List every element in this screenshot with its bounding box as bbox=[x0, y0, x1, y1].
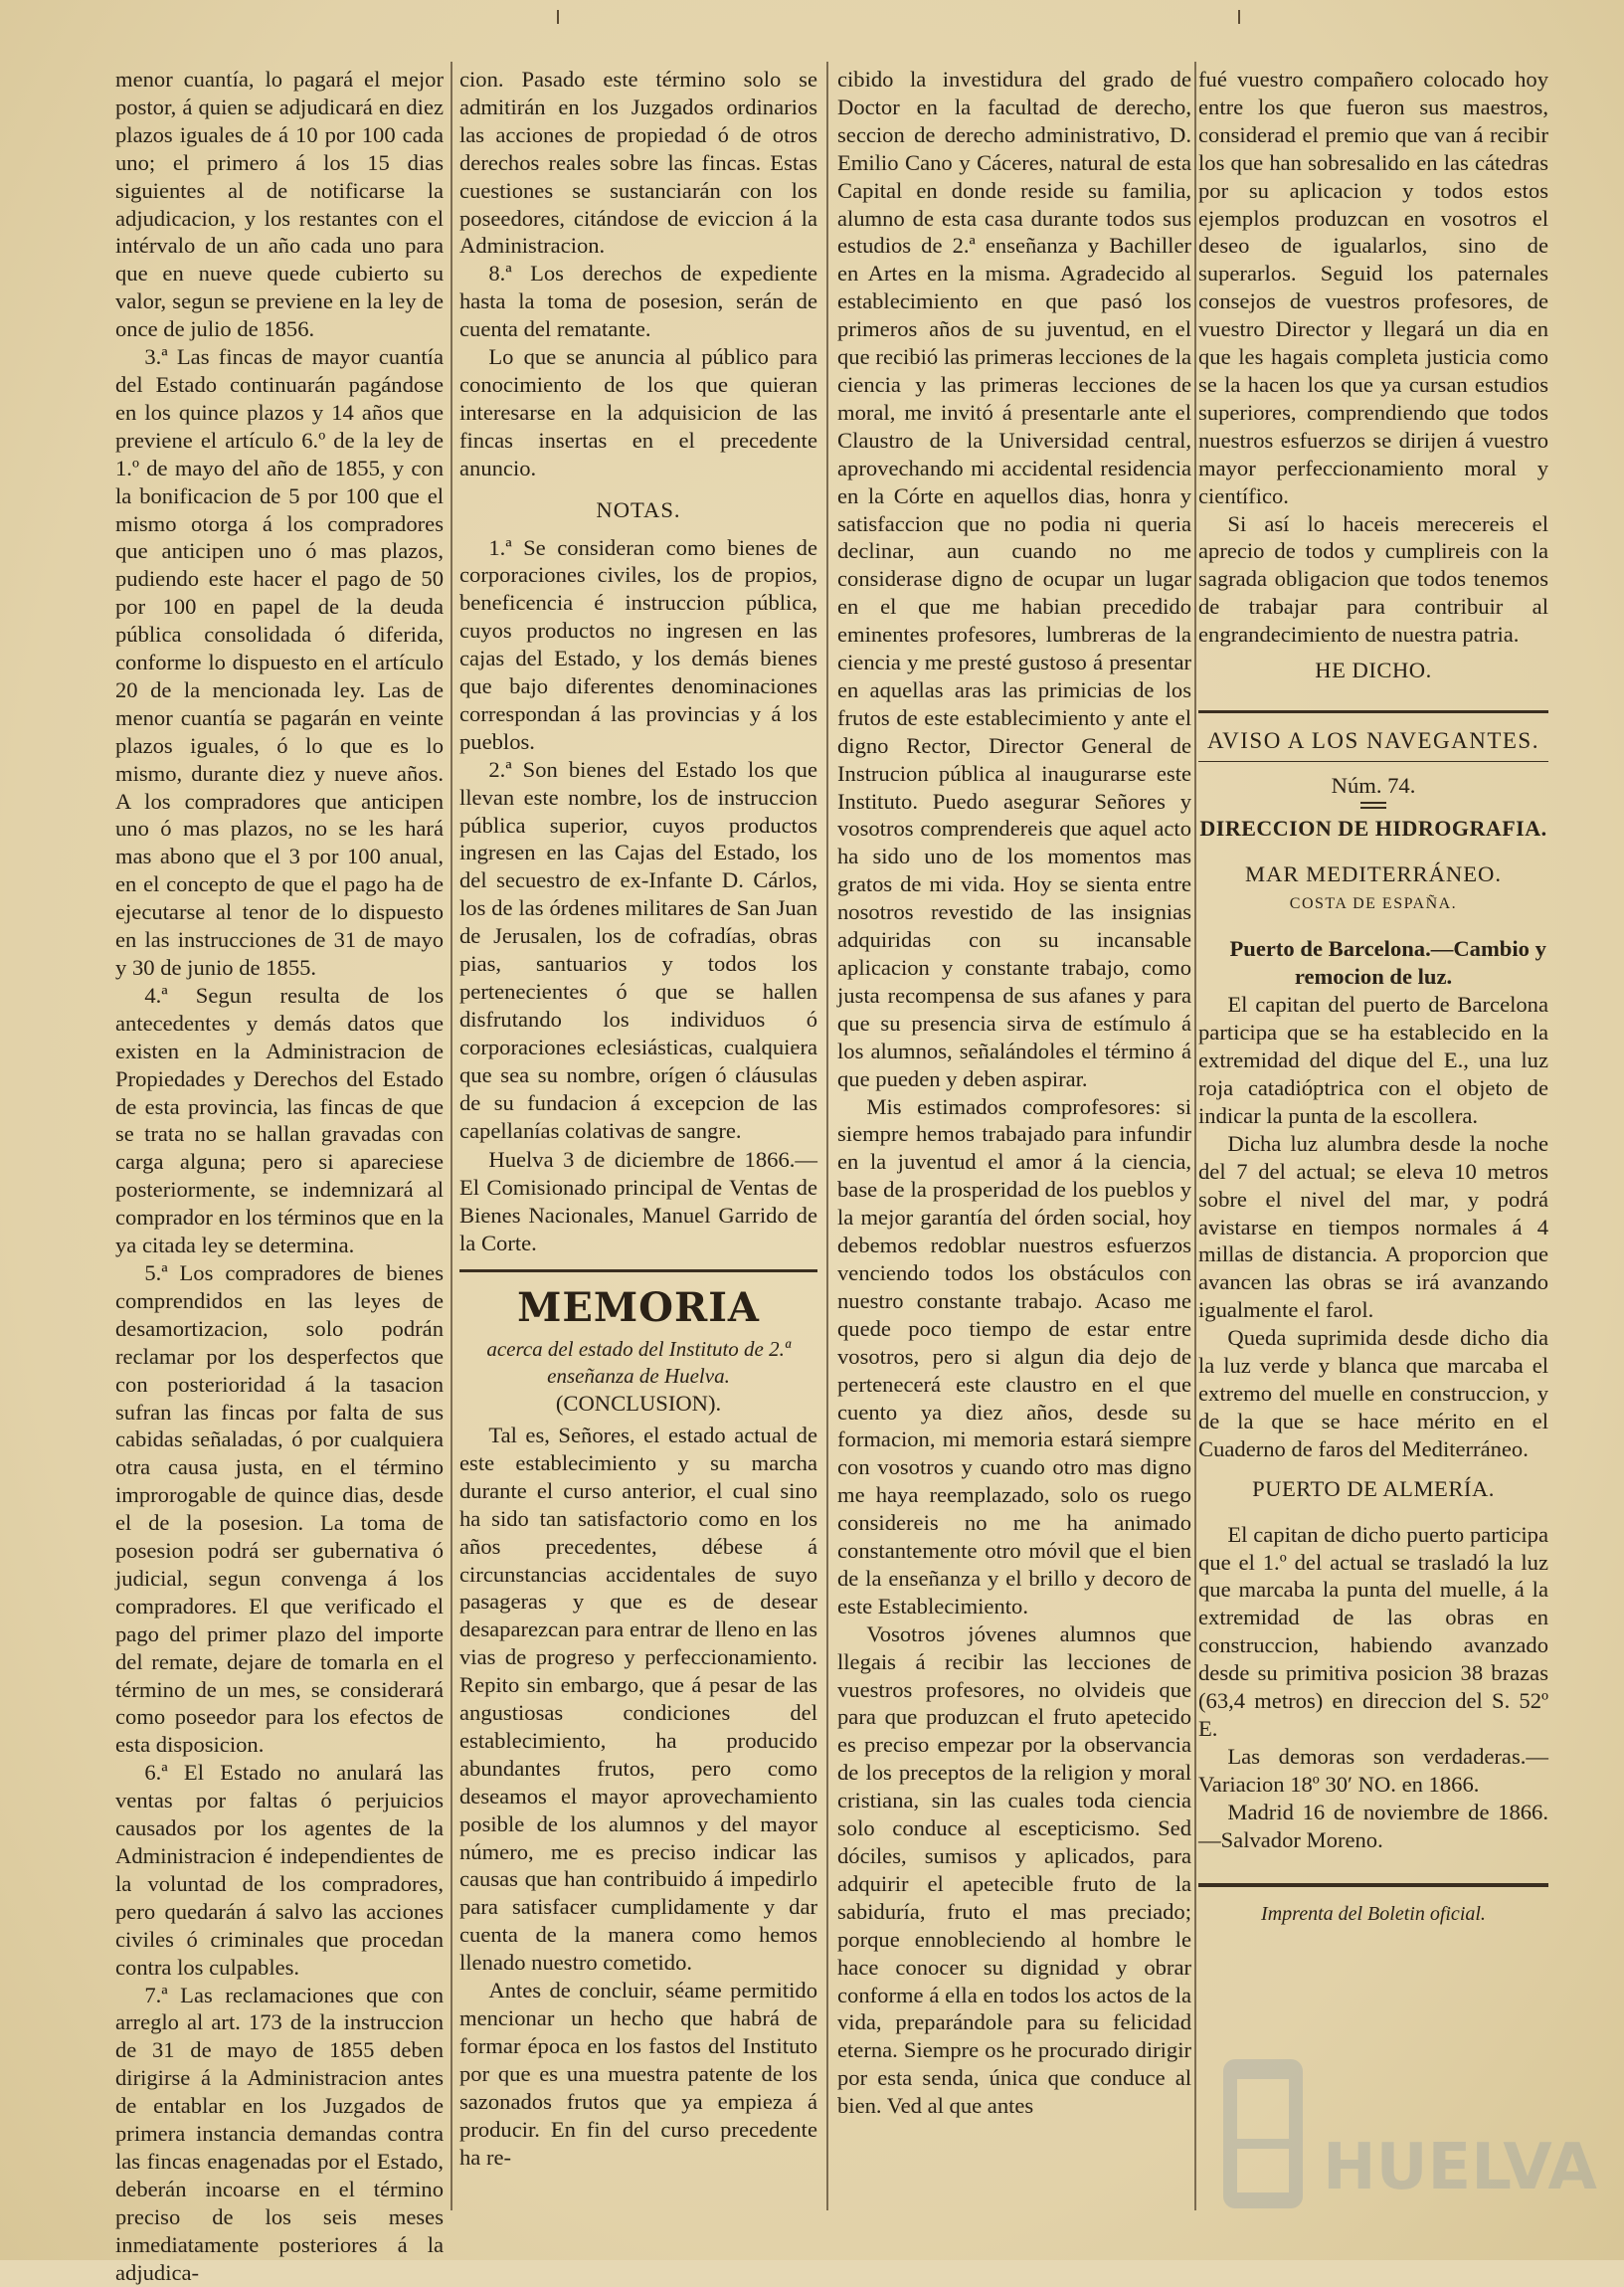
he-dicho: HE DICHO. bbox=[1315, 658, 1432, 683]
paragraph: 1.ª Se consideran como bienes de corporaciones civiles, los de propios, beneficencia é instruccion pública, cuyos productos no ingresen en las cajas del Estado, y los demás bienes que bajo diferentes denominaciones correspondan á las provincias y á los pueblos. bbox=[459, 534, 817, 754]
column-3 bbox=[837, 66, 1191, 2120]
paragraph: menor cuantía, lo pagará el mejor postor, á quien se adjudicará en diez plazos iguales de á 10 por 100 cada uno; el primero á los 15 dias siguientes al de notificarse la adjudicacion, y los restantes con el intérvalo de un año cada uno para que en nueve quede cubierto su valor, segun se previene en la ley de once de julio de 1856. bbox=[115, 67, 444, 342]
column-divider bbox=[826, 62, 828, 2210]
notas-heading: NOTAS. bbox=[596, 496, 681, 522]
memoria-subtitle: acerca del estado del Instituto de 2.ª enseñanza de Huelva. bbox=[486, 1337, 791, 1389]
paragraph: Si así lo haceis merecereis el aprecio de todos y cumplireis con la sagrada obligacion que todos tenemos de trabajar para contribuir al engrandecimiento de nuestra patria. bbox=[1198, 510, 1548, 648]
column-divider bbox=[451, 62, 452, 2210]
aviso-heading: AVISO A LOS NAVEGANTES. bbox=[1207, 727, 1539, 753]
conclusion-label: (CONCLUSION). bbox=[555, 1391, 722, 1417]
stamp-text: HUELVA bbox=[1323, 2131, 1597, 2204]
paragraph: El capitan de dicho puerto participa que el 1.º del actual se trasladó la luz que marcaba la punta del muelle, á la extremidad de las obras en construccion, habiendo avanzado desde su primitiva posicion 38 brazas (63,4 metros) en direccion del S. 52º E. bbox=[1198, 1521, 1548, 1741]
paragraph: Lo que se anuncia al público para conocimiento de los que quieran interesarse en la adquisicion de las fincas insertas en el precedente anuncio. bbox=[459, 344, 817, 480]
costa-heading: COSTA DE ESPAÑA. bbox=[1289, 894, 1458, 912]
column-1 bbox=[115, 66, 444, 2287]
almeria-title: PUERTO DE ALMERÍA. bbox=[1252, 1475, 1495, 1501]
top-margin-mark bbox=[1238, 10, 1240, 24]
paragraph: Dicha luz alumbra desde la noche del 7 del actual; se eleva 10 metros sobre el nivel del mar, y podrá avistarse en tiempos normales á 4 millas de distancia. A proporcion que avancen las obras se irá avanzando igualmente el farol. bbox=[1198, 1130, 1548, 1323]
paragraph: Queda suprimida desde dicho dia la luz verde y blanca que marcaba el extremo del muelle en construccion, y de la que se hace mérito en el Cuaderno de faros del Mediterráneo. bbox=[1198, 1325, 1548, 1461]
paragraph: fué vuestro compañero colocado hoy entre los que fueron sus maestros, considerad el premio que van á recibir los que han sobresalido en las cátedras por su aplicacion y todos estos ejemplos produzcan en vosotros el deseo de igualarlos, sino de superarlos. Seguid los paternales consejos de vuestros profesores, de vuestro Director y llegará un dia en que les hagais completa justicia como se la hacen los que ya cursan estudios superiores, comprendiendo que todos nuestros esfuerzos se dirijen á vuestro mayor perfeccionamiento moral y científico. bbox=[1198, 67, 1548, 508]
paragraph: cibido la investidura del grado de Doctor en la facultad de derecho, seccion de derecho administrativo, D. Emilio Cano y Cáceres, natural de esta Capital en donde reside su familia, alumno de esta casa durante todos sus estudios de 2.ª enseñanza y Bachiller en Artes en la misma. Agradecido al establecimiento en que pasó los primeros años de su juventud, en el que recibió las primeras lecciones de la ciencia y las primeras lecciones de moral, me invitó á presentarle ante el Claustro de la Universidad central, aprovechando mi accidental residencia en la Córte en aquellos dias, honra y satisfaccion que no podia ni queria declinar, aun cuando no me considerase digno de ocupar un lugar en el que me habian precedido eminentes profesores, lumbreras de la ciencia y me presté gustoso á presentar en aquellas aras las primicias de los frutos de este establecimiento y ante el digno Rector, Director General de Instrucion pública al inaugurarse este Instituto. Puedo asegurar Señores y vosotros comprendereis que aquel acto ha sido uno de los momentos mas gratos de mi vida. Hoy se sienta entre nosotros revestido de las insignias adquiridas con su incansable aplicacion y constante trabajo, como justa recompensa de sus afanes y para que su presencia sirva de estímulo á los alumnos, señalándoles el término á que pueden y deben aspirar. bbox=[837, 67, 1191, 1091]
section-divider bbox=[1198, 710, 1548, 713]
rule bbox=[1198, 761, 1548, 762]
column-divider bbox=[1194, 62, 1196, 2210]
section-divider bbox=[459, 1269, 817, 1272]
top-margin-mark bbox=[557, 10, 559, 24]
section-divider bbox=[1198, 1883, 1548, 1887]
paragraph: Mis estimados comprofesores: si siempre hemos trabajado para infundir en la juventud el amor á la ciencia, base de la prosperidad de los pueblos y la mejor garantía del órden social, hoy debemos redoblar nuestros esfuerzos venciendo todos los obstáculos con nuestro constante trabajo. Acaso me quede poco tiempo de estar entre vosotros, pero si algun dia dejo de pertenecerá este claustro en el que cuento ya diez años, desde su formacion, mi memoria estará siempre con vosotros y cuando otro mas digno me haya reemplazado, solo os ruego considereis no me ha animado constantemente otro móvil que el bien de la enseñanza y el brillo y decoro de este Establecimiento. bbox=[837, 1093, 1191, 1619]
paragraph: cion. Pasado este término solo se admitirán en los Juzgados ordinarios las acciones de propiedad ó de otros derechos reales sobre las fincas. Estas cuestiones se sustanciarán con los poseedores, citándose de eviccion á la Administracion. bbox=[459, 67, 817, 259]
paragraph: 4.ª Segun resulta de los antecedentes y demás datos que existen en la Administracion de Propiedades y Derechos del Estado de esta provincia, las fincas de que se trata no se hallan gravadas con carga alguna; pero si apareciese posteriormente, se indemnizará al comprador en los términos que en la ya citada ley se determina. bbox=[115, 982, 444, 1258]
aviso-number: Núm. 74. bbox=[1331, 772, 1416, 798]
double-rule bbox=[1360, 802, 1386, 809]
paragraph: 8.ª Los derechos de expediente hasta la toma de posesion, serán de cuenta del rematante. bbox=[459, 261, 817, 342]
paragraph: Antes de concluir, séame permitido mencionar un hecho que habrá de formar época en los fastos del Instituto por que es una muestra patente de los sazonados frutos que ya empieza á producir. En fin del curso precedente ha re- bbox=[459, 1978, 817, 2170]
paragraph: Vosotros jóvenes alumnos que llegais á recibir las lecciones de vuestros profesores, no olvideis que para que produzcan el fruto apetecido es preciso empezar por la observancia de los preceptos de la religion y moral cristiana, sin las cuales toda ciencia solo conduce al escepticismo. Sed dóciles, sumisos y aplicados, para adquirir el apetecible fruto de la sabiduría, fruto el mas preciado; porque ennobleciendo al hombre le hace conocer su dignidad y obrar conforme á ella en todos los actos de la vida, preparándole para su felicidad eterna. Siempre os he procurado dirigir por esta senda, única que conduce al bien. Ved al que antes bbox=[837, 1620, 1191, 2119]
paragraph: 6.ª El Estado no anulará las ventas por faltas ó perjuicios causados por los agentes de la Administracion é independientes de la voluntad de los compradores, pero quedarán á salvo las acciones civiles ó criminales que procedan contra los culpables. bbox=[115, 1760, 444, 1980]
barcelona-title: Puerto de Barcelona.—Cambio y remocion de luz. bbox=[1229, 936, 1546, 990]
column-4 bbox=[1198, 66, 1548, 1929]
paragraph: 3.ª Las fincas de mayor cuantía del Estado continuarán pagándose en los quince plazos y 14 años que previene el artículo 6.º de la ley de 1.º de mayo del año de 1855, y con la bonificacion de 5 por 100 que el mismo otorga á los compradores que anticipen uno ó mas plazos, pudiendo este hacer el pago de 50 por 100 en papel de la deuda pública consolidada ó diferida, conforme lo dispuesto en el artículo 20 de la mencionada ley. Las de menor cuantía se pagarán en veinte plazos iguales, ó lo que es lo mismo, durante diez y nueve años. A los compradores que anticipen uno ó mas plazos, no se les hará mas abono que el 3 por 100 anual, en el concepto de que el pago ha de ejecutarse al tenor de lo dispuesto en las instrucciones de 31 de mayo y 30 de junio de 1855. bbox=[115, 344, 444, 980]
paragraph: El capitan del puerto de Barcelona participa que se ha establecido en la extremidad del dique del E., una luz roja catadióptrica con el objeto de indicar la punta de la escollera. bbox=[1198, 992, 1548, 1128]
signature: Huelva 3 de diciembre de 1866.—El Comisionado principal de Ventas de Bienes Nacionales, Manuel Garrido de la Corte. bbox=[459, 1147, 817, 1256]
memoria-title: MEMORIA bbox=[517, 1284, 760, 1332]
imprenta-line: Imprenta del Boletin oficial. bbox=[1261, 1903, 1486, 1926]
paragraph: Madrid 16 de noviembre de 1866.—Salvador Moreno. bbox=[1198, 1799, 1548, 1852]
paragraph: 5.ª Los compradores de bienes comprendidos en las leyes de desamortizacion, solo podrán reclamar por los desperfectos que con posterioridad á la tasacion sufran las fincas por falta de sus cabidas señaladas, ó por cualquiera otra causa justa, en el término improrogable de quince dias, desde el de la posesion. La toma de posesion podrá ser gubernativa ó judicial, segun convenga á los compradores. El que verificado el pago del primer plazo del importe del remate, dejare de tomarla en el término de un mes, se considerará como poseedor para los efectos de esta disposicion. bbox=[115, 1259, 444, 1758]
library-stamp-watermark bbox=[1223, 2049, 1597, 2238]
paragraph: Tal es, Señores, el estado actual de este establecimiento y su marcha durante el curso anterior, el cual sino ha sido tan satisfactorio como en los años precedentes, débese á circunstancias accidentales de suyo pasageras y que es de desear desaparezcan para entrar de lleno en las vias de progreso y perfeccionamiento. Repito sin embargo, que á pesar de las angustiosas condiciones del establecimiento, ha producido abundantes frutos, pero como deseamos el mayor aprovechamiento posible de los alumnos y del mayor número, me es preciso indicar las causas que han contribuido á impedirlo para satisfacer cumplidamente y dar cuenta de la manera como hemos llenado nuestro cometido. bbox=[459, 1422, 817, 1976]
mar-heading: MAR MEDITERRÁNEO. bbox=[1245, 860, 1502, 886]
paragraph: 7.ª Las reclamaciones que con arreglo al art. 173 de la instruccion de 31 de mayo de 1855 deben dirigirse á la Administracion antes de entablar en los Juzgados de primera instancia demandas contra las fincas enagenadas por el Estado, deberán incoarse en el término preciso de los seis meses inmediatamente posteriores á la adjudica- bbox=[115, 1982, 444, 2285]
direccion-heading: DIRECCION DE HIDROGRAFIA. bbox=[1199, 815, 1547, 841]
paragraph: Las demoras son verdaderas.—Variacion 18º 30′ NO. en 1866. bbox=[1198, 1743, 1548, 1797]
column-2 bbox=[459, 66, 817, 2171]
paragraph: 2.ª Son bienes del Estado los que llevan este nombre, los de instruccion pública superior, cuyos productos ingresen en las Cajas del Estado, los del secuestro de ex-Infante D. Cárlos, los de las órdenes militares de San Juan de Jerusalen, los de cofradías, obras pias, santuarios y todos los pertenecientes ó que se hallen disfrutando los individuos ó corporaciones eclesiásticas, cualquiera que sea su nombre, orígen ó cláusulas de su fundacion á excepcion de las capellanías colativas de sangre. bbox=[459, 756, 817, 1143]
